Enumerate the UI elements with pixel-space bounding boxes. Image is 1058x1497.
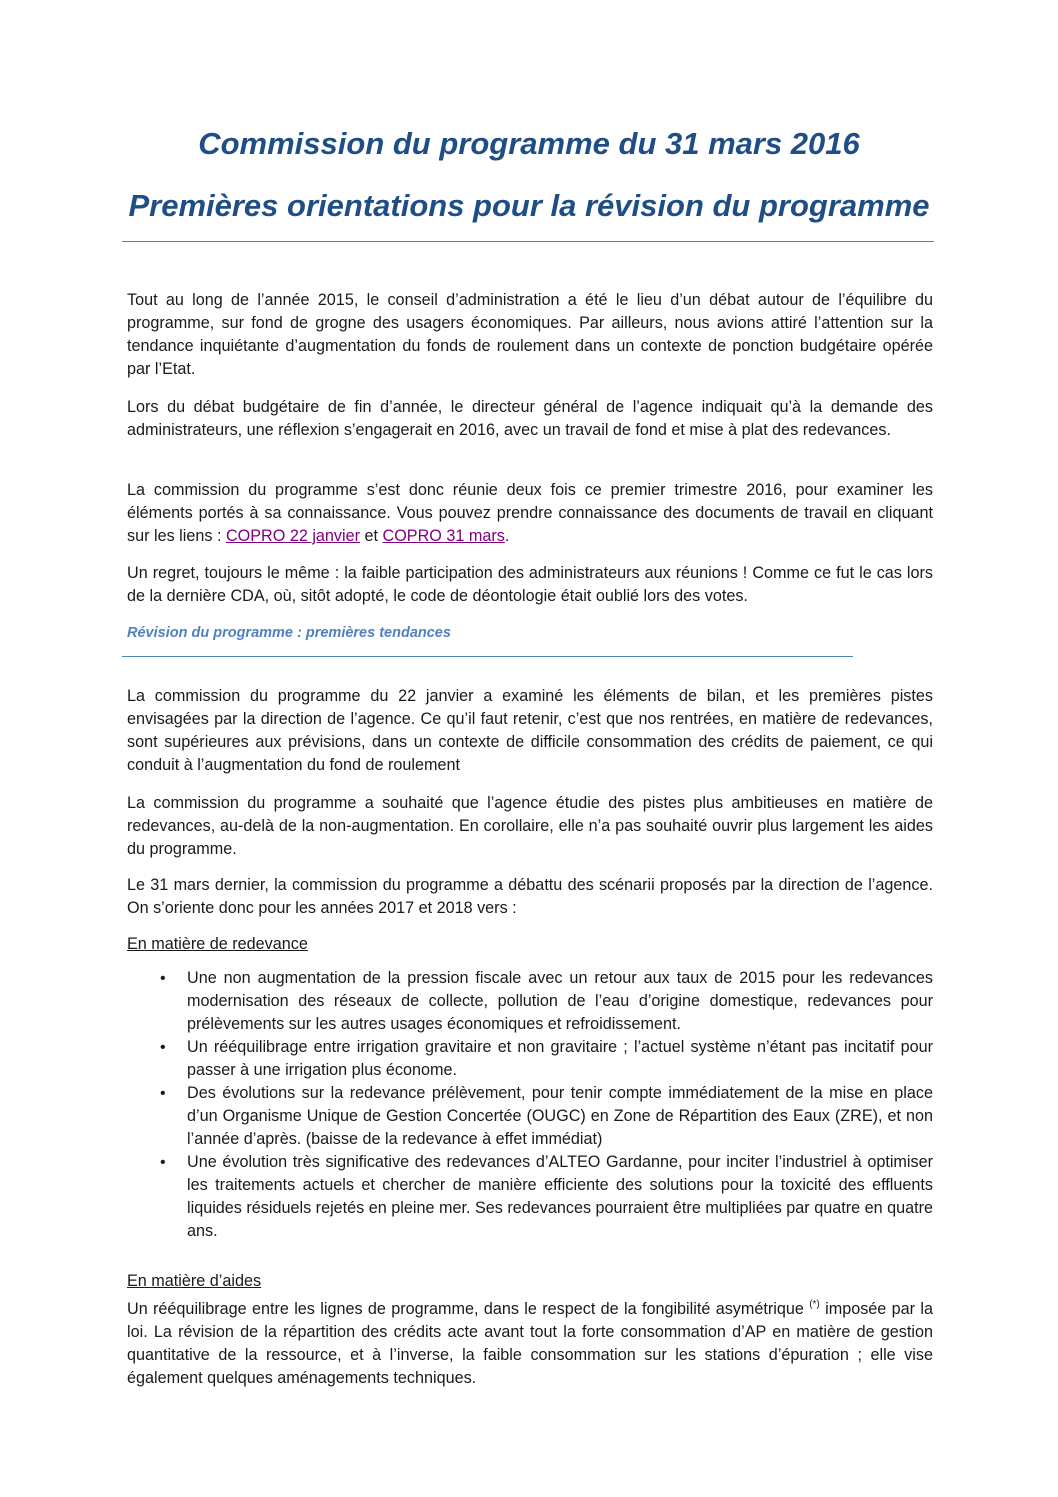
paragraph-text-end: imposée par la loi. La révision de la répartition des crédits acte avant tout la forte consommation d’AP en matière de gestion quantitative de la ressource, et à l’inverse, la faible consommation sur les stations d’épuration ; elle vise également quelques aménagements techniques. (127, 1300, 933, 1387)
section-divider (122, 656, 853, 657)
bullet-icon: • (160, 970, 166, 987)
paragraph-aides (127, 1298, 933, 1390)
link-copro-22-janvier[interactable]: COPRO 22 janvier (225, 527, 361, 545)
list-item (127, 1082, 933, 1151)
paragraph-text-start: Un rééquilibrage entre les lignes de programme, dans le respect de la fongibilité asymétrique (127, 1300, 810, 1318)
link-copro-31-mars[interactable]: COPRO 31 mars (382, 527, 505, 545)
paragraph-text-joiner: et (360, 527, 383, 545)
paragraph-text-start: La commission du programme s’est donc réunie deux fois ce premier trimestre 2016, pour examiner les éléments portés à sa connaissance. Vous pouvez prendre connaissance des documents de travail en cliquant sur les liens : (127, 481, 933, 545)
paragraph-ambitions: La commission du programme a souhaité que l’agence étudie des pistes plus ambitieuses en matière de redevances, au-delà de la non-augmentation. En corollaire, elle n’a pas souhaité ouvrir plus largement les aides du programme. (127, 794, 933, 858)
section-heading: Révision du programme : premières tendances (127, 625, 451, 641)
bullet-icon: • (160, 1085, 166, 1102)
footnote-marker: (*) (809, 1299, 820, 1310)
list-item (127, 1151, 933, 1243)
paragraph-regret: Un regret, toujours le même : la faible participation des administrateurs aux réunions ! Comme ce fut le cas lors de la dernière CDA, où, sitôt adopté, le code de déontologie était oublié lors des votes. (127, 564, 933, 605)
paragraph-commission-meetings (127, 479, 933, 548)
paragraph-budget-debate: Lors du débat budgétaire de fin d’année, le directeur général de l’agence indiquait qu’à la demande des administrateurs, une réflexion s’engagerait en 2016, avec un travail de fond et mise à plat des redevances. (127, 398, 933, 439)
list-item (127, 967, 933, 1036)
bullet-icon: • (160, 1039, 166, 1056)
paragraph-22-janvier: La commission du programme du 22 janvier a examiné les éléments de bilan, et les premières pistes envisagées par la direction de l’agence. Ce qu’il faut retenir, c’est que nos rentrées, en matière de redevances, sont supérieures aux prévisions, dans un contexte de difficile consommation des crédits de paiement, ce qui conduit à l’augmentation du fond de roulement (127, 687, 933, 774)
paragraph-intro: Tout au long de l’année 2015, le conseil d’administration a été le lieu d’un débat autour de l’équilibre du programme, sur fond de grogne des usagers économiques. Par ailleurs, nous avions attiré l’attention sur la tendance inquiétante d’augmentation du fonds de roulement dans un contexte de ponction budgétaire opérée par l’Etat. (127, 291, 933, 378)
list-item (127, 1036, 933, 1082)
list-item-text: Un rééquilibrage entre irrigation gravitaire et non gravitaire ; l’actuel système n’étant pas incitatif pour passer à une irrigation plus économe. (187, 1038, 933, 1079)
document-title: Commission du programme du 31 mars 2016 (198, 126, 860, 161)
document-subtitle: Premières orientations pour la révision du programme (128, 188, 930, 223)
list-item-text: Des évolutions sur la redevance prélèvement, pour tenir compte immédiatement de la mise en place d’un Organisme Unique de Gestion Concertée (OUGC) en Zone de Répartition des Eaux (ZRE), et non l’année d’après. (baisse de la redevance à effet immédiat) (187, 1084, 933, 1148)
title-divider (122, 241, 934, 242)
bullet-icon: • (160, 1154, 166, 1171)
list-item-text: Une évolution très significative des redevances d’ALTEO Gardanne, pour inciter l’industriel à optimiser les traitements actuels et chercher de manière efficiente des solutions pour la toxicité des effluents liquides résiduels rejetés en pleine mer. Ses redevances pourraient être multipliées par quatre en quatre ans. (187, 1153, 933, 1240)
list-item-text: Une non augmentation de la pression fiscale avec un retour aux taux de 2015 pour les redevances modernisation des réseaux de collecte, pollution de l’eau d’origine domestique, redevances pour prélèvements sur les autres usages économiques et refroidissement. (187, 969, 933, 1033)
redevance-bullet-list (127, 967, 933, 1243)
paragraph-text-end: . (504, 527, 510, 545)
paragraph-31-mars: Le 31 mars dernier, la commission du programme a débattu des scénarii proposés par la direction de l’agence. On s’oriente donc pour les années 2017 et 2018 vers : (127, 876, 933, 917)
subheading-redevance: En matière de redevance (127, 935, 308, 953)
subheading-aides: En matière d’aides (127, 1272, 262, 1290)
